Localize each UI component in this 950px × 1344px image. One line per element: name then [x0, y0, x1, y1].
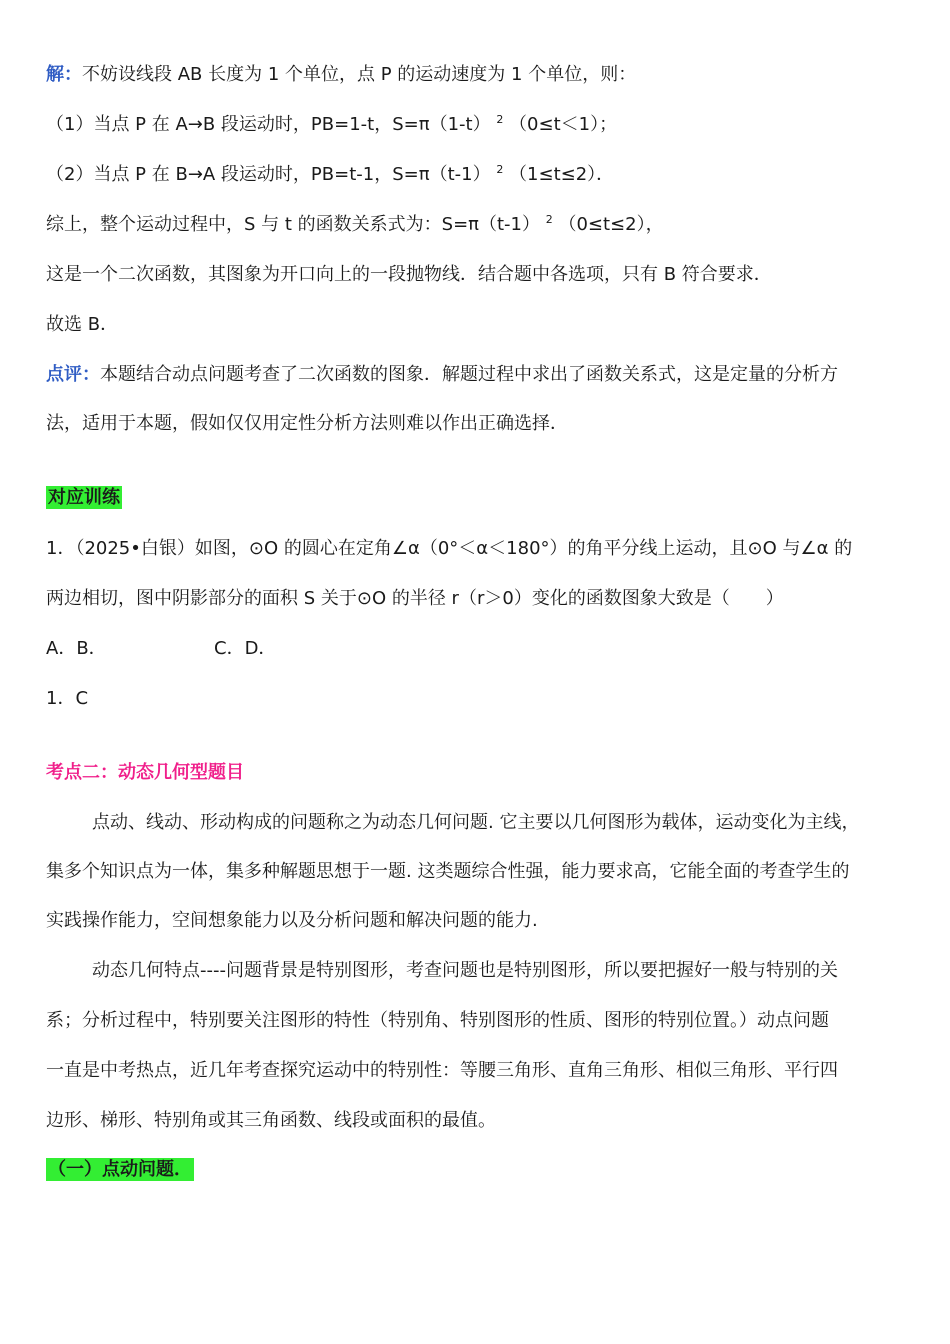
practice-options-cd: C．D． — [214, 638, 277, 659]
solution-conclusion: 这是一个二次函数，其图象为开口向上的一段抛物线．结合题中各选项，只有 B 符合要求． — [46, 264, 772, 285]
case-1-exponent: 2 — [496, 113, 504, 126]
summary-range: （0≤t≤2）， — [558, 214, 664, 235]
practice-heading-row — [46, 486, 122, 510]
summary-text: 综上，整个运动过程中，S 与 t 的函数关系式为：S=π（t-1） — [46, 214, 540, 235]
section-2-heading: 考点二：动态几何型题目 — [46, 762, 244, 783]
comment-label: 点评： — [46, 364, 100, 385]
case-1-range: （0≤t＜1）； — [509, 114, 618, 135]
practice-options-ab: A．B． — [46, 638, 107, 659]
practice-heading: 对应训练 — [48, 487, 120, 508]
practice-q1-line-1: 1．（2025•白银）如图，⊙O 的圆心在定角∠α（0°＜α＜180°）的角平分线上运动，且⊙O 与∠α 的 — [46, 538, 853, 559]
comment-text-1: 本题结合动点问题考查了二次函数的图象．解题过程中求出了函数关系式，这是定量的分析方 — [100, 364, 838, 385]
solution-summary — [46, 213, 664, 237]
case-2-exponent: 2 — [496, 163, 504, 176]
solution-intro: 不妨设线段 AB 长度为 1 个单位，点 P 的运动速度为 1 个单位，则： — [82, 64, 637, 85]
solution-intro-line — [46, 63, 636, 87]
summary-exponent: 2 — [545, 213, 553, 226]
solution-case-1 — [46, 113, 617, 137]
solution-answer: 故选 B． — [46, 314, 119, 335]
solution-case-2 — [46, 163, 614, 187]
comment-line-1 — [46, 363, 838, 387]
case-1-text: （1）当点 P 在 A→B 段运动时，PB=1-t，S=π（1-t） — [46, 114, 491, 135]
section-2-p2-line-2: 系；分析过程中，特别要关注图形的特性（特别角、特别图形的性质、图形的特别位置。）动点问题 — [46, 1010, 829, 1031]
practice-q1-line-2: 两边相切，图中阴影部分的面积 S 关于⊙O 的半径 r（r＞0）变化的函数图象大致是（ ） — [46, 588, 784, 609]
section-2-p1-line-3: 实践操作能力，空间想象能力以及分析问题和解决问题的能力. — [46, 910, 538, 931]
section-2-p2-line-1: 动态几何特点----问题背景是特别图形，考查问题也是特别图形，所以要把握好一般与特别的关 — [92, 960, 838, 981]
section-2-p2-line-4: 边形、梯形、特别角或其三角函数、线段或面积的最值。 — [46, 1110, 496, 1131]
practice-answer: 1．C — [46, 688, 89, 709]
solution-label: 解： — [46, 64, 82, 85]
section-2-p1-line-2: 集多个知识点为一体，集多种解题思想于一题. 这类题综合性强，能力要求高，它能全面的考查学生的 — [46, 861, 850, 882]
section-2-p1-line-1: 点动、线动、形动构成的问题称之为动态几何问题. 它主要以几何图形为载体，运动变化为主线， — [92, 812, 860, 833]
case-2-range: （1≤t≤2）． — [509, 164, 615, 185]
comment-line-2: 法，适用于本题，假如仅仅用定性分析方法则难以作出正确选择． — [46, 413, 568, 434]
sub-heading-point-motion: （一）点动问题． — [48, 1159, 192, 1180]
case-2-text: （2）当点 P 在 B→A 段运动时，PB=t-1，S=π（t-1） — [46, 164, 491, 185]
section-2-p2-line-3: 一直是中考热点，近几年考查探究运动中的特别性：等腰三角形、直角三角形、相似三角形、平行四 — [46, 1060, 838, 1081]
sub-heading-row — [46, 1158, 194, 1182]
